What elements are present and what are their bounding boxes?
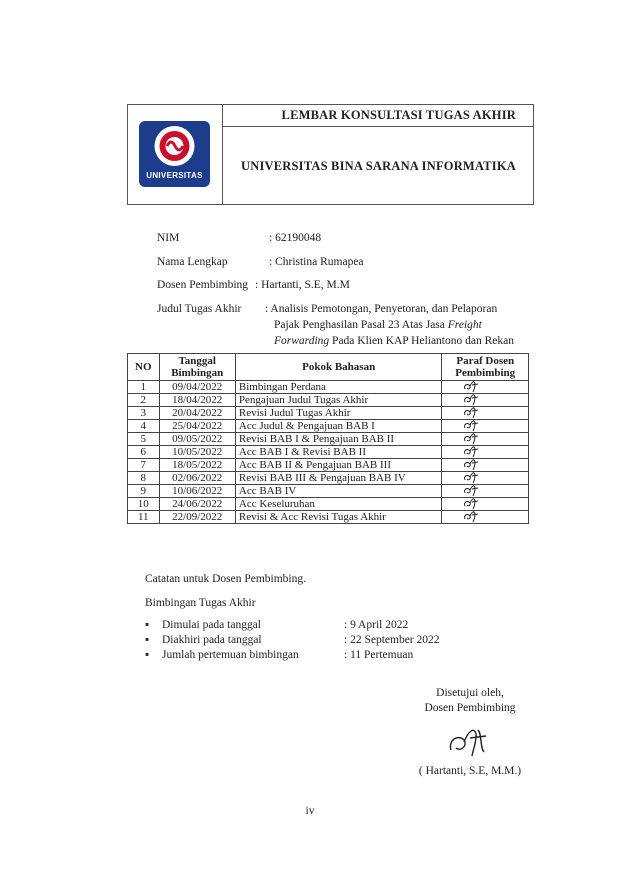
thesis-title-line2 (274, 318, 482, 332)
row-number: 10 (128, 498, 160, 511)
col-sig-line2: Pembimbing (455, 367, 516, 379)
row-date: 09/05/2022 (159, 433, 235, 446)
approved-by: Disetujui oleh, (436, 687, 504, 699)
row-number: 11 (128, 511, 160, 524)
col-date-line1: Tanggal (178, 355, 216, 367)
row-date: 10/06/2022 (159, 485, 235, 498)
row-number: 7 (128, 459, 160, 472)
col-date-line2: Bimbingan (171, 367, 224, 379)
row-signature (442, 485, 529, 498)
bullet-icon: ▪ (145, 619, 150, 631)
row-number: 9 (128, 485, 160, 498)
row-number: 8 (128, 472, 160, 485)
thesis-title-line3-italic: Forwarding (274, 335, 330, 347)
row-signature (442, 381, 529, 394)
row-date: 22/09/2022 (159, 511, 235, 524)
meeting-count-value: : 11 Pertemuan (344, 649, 414, 661)
row-number: 1 (128, 381, 160, 394)
row-topic: Pengajuan Judul Tugas Akhir (235, 394, 442, 407)
row-topic: Revisi BAB I & Pengajuan BAB II (235, 433, 442, 446)
row-topic: Bimbingan Perdana (235, 381, 442, 394)
row-date: 09/04/2022 (159, 381, 235, 394)
end-date-label: Diakhiri pada tanggal (162, 634, 262, 646)
signature-icon (462, 509, 480, 526)
nim-label: NIM (157, 232, 180, 244)
approver-name: ( Hartanti, S.E, M.M.) (418, 765, 522, 777)
row-signature (442, 394, 529, 407)
thesis-title-line2-italic: Freight (447, 319, 482, 331)
row-signature (442, 511, 529, 524)
name-label: Nama Lengkap (157, 256, 228, 268)
thesis-title-line3 (274, 334, 514, 348)
row-signature (442, 446, 529, 459)
start-date-value: : 9 April 2022 (344, 619, 409, 631)
row-signature (442, 420, 529, 433)
row-signature (442, 472, 529, 485)
advisor-label: Dosen Pembimbing (157, 279, 249, 291)
row-date: 02/06/2022 (159, 472, 235, 485)
row-signature (442, 498, 529, 511)
row-signature (442, 433, 529, 446)
advisor-value: : Hartanti, S.E, M.M (255, 279, 350, 291)
col-date (159, 354, 235, 381)
row-topic: Acc BAB II & Pengajuan BAB III (235, 459, 442, 472)
guidance-heading: Bimbingan Tugas Akhir (145, 597, 256, 609)
row-date: 20/04/2022 (159, 407, 235, 420)
col-topic: Pokok Bahasan (235, 354, 442, 381)
start-date-label: Dimulai pada tanggal (162, 619, 261, 631)
row-topic: Acc Judul & Pengajuan BAB I (235, 420, 442, 433)
row-number: 2 (128, 394, 160, 407)
row-number: 5 (128, 433, 160, 446)
row-number: 4 (128, 420, 160, 433)
thesis-title-line3-text: Pada Klien KAP Heliantono dan Rekan (329, 335, 514, 347)
thesis-title-line2-text: Pajak Penghasilan Pasal 23 Atas Jasa (274, 319, 448, 331)
end-date-value: : 22 September 2022 (344, 634, 440, 646)
row-number: 3 (128, 407, 160, 420)
row-signature (442, 459, 529, 472)
approver-role: Dosen Pembimbing (424, 702, 516, 714)
signature-icon (446, 720, 496, 767)
nim-value: : 62190048 (269, 232, 322, 244)
row-date: 10/05/2022 (159, 446, 235, 459)
bullet-icon: ▪ (145, 649, 150, 661)
col-sig-line1: Paraf Dosen (456, 355, 515, 367)
page-number: iv (305, 805, 315, 817)
col-no: NO (128, 354, 160, 381)
notes-heading: Catatan untuk Dosen Pembimbing. (145, 573, 306, 585)
bullet-icon: ▪ (145, 634, 150, 646)
name-value: : Christina Rumapea (269, 256, 364, 268)
thesis-title-label: Judul Tugas Akhir (157, 303, 242, 315)
row-date: 18/05/2022 (159, 459, 235, 472)
logo-caption: UNIVERSITAS (146, 171, 203, 180)
meeting-count-label: Jumlah pertemuan bimbingan (162, 649, 299, 661)
row-date: 24/06/2022 (159, 498, 235, 511)
table-body (128, 381, 529, 524)
table-row (128, 511, 529, 524)
col-signature (442, 354, 529, 381)
table-header-row (128, 354, 529, 381)
row-signature (442, 407, 529, 420)
row-topic: Revisi & Acc Revisi Tugas Akhir (235, 511, 442, 524)
row-date: 18/04/2022 (159, 394, 235, 407)
row-topic: Acc BAB IV (235, 485, 442, 498)
document-subtitle: LEMBAR KONSULTASI TUGAS AKHIR (223, 104, 534, 127)
thesis-title-line1: : Analisis Pemotongan, Penyetoran, dan Pelaporan (265, 303, 498, 315)
row-topic: Acc Keseluruhan (235, 498, 442, 511)
row-topic: Acc BAB I & Revisi BAB II (235, 446, 442, 459)
consultation-table (127, 353, 529, 524)
row-topic: Revisi BAB III & Pengajuan BAB IV (235, 472, 442, 485)
row-topic: Revisi Judul Tugas Akhir (235, 407, 442, 420)
row-date: 25/04/2022 (159, 420, 235, 433)
row-number: 6 (128, 446, 160, 459)
institution-title: UNIVERSITAS BINA SARANA INFORMATIKA (241, 159, 516, 173)
